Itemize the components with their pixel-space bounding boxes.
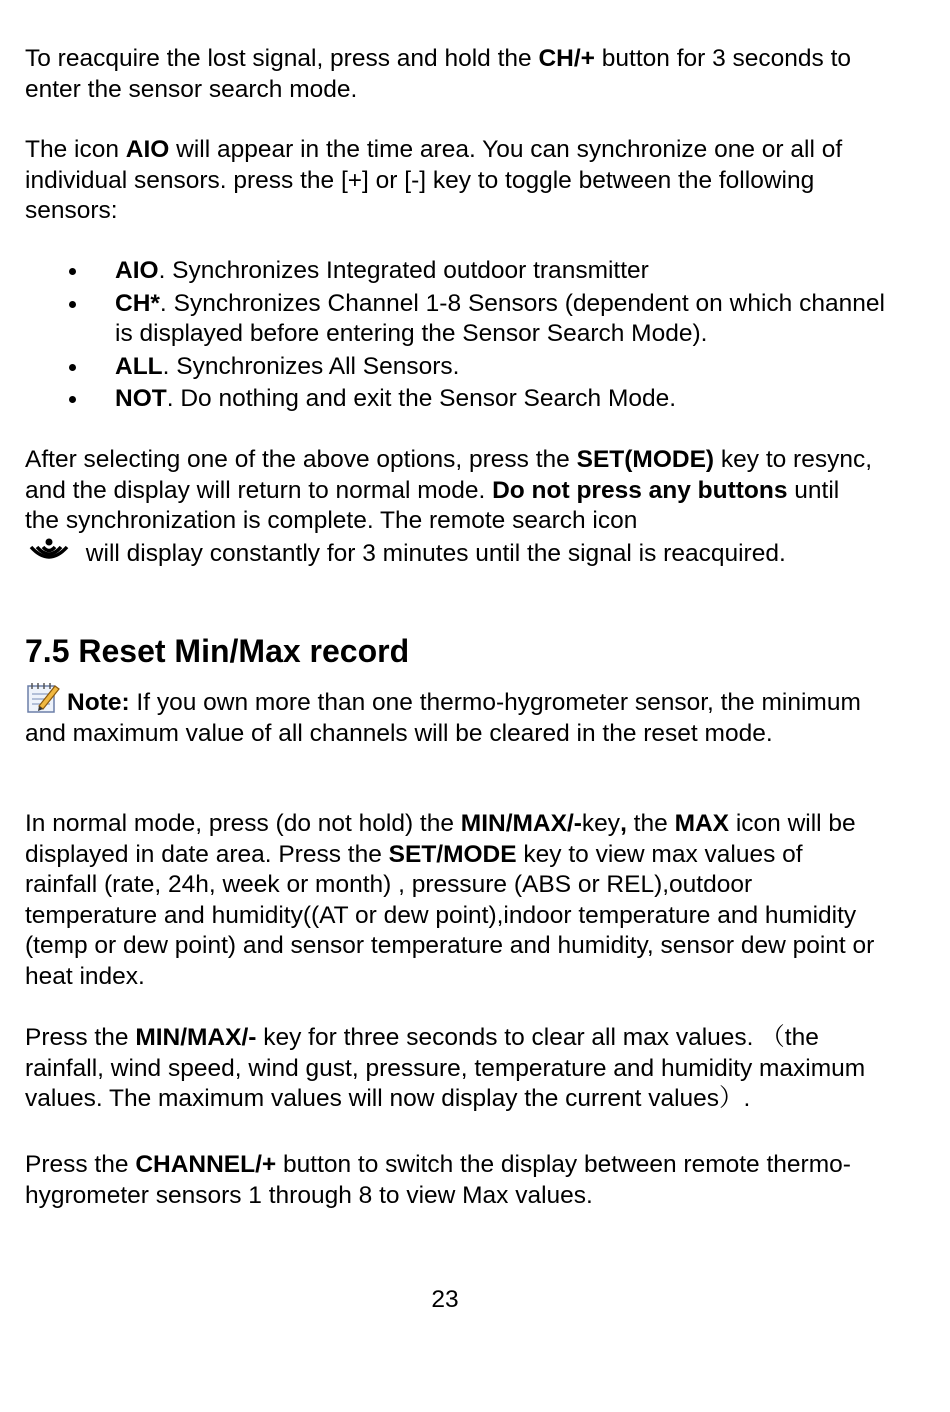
note-paragraph: Note: If you own more than one thermo-hygrometer sensor, the minimum and maximum value of all channels will be cleared in the reset mode. xyxy=(25,680,875,749)
aio-label: AIO xyxy=(125,136,170,163)
note-pad-icon xyxy=(25,680,61,714)
key-ch-plus: CH/+ xyxy=(538,45,595,72)
bullet-icon xyxy=(69,396,76,403)
page-number: 23 xyxy=(431,1286,459,1313)
list-item: CH*. Synchronizes Channel 1-8 Sensors (dependent on which channel is displayed before entering the Sensor Search Mode). xyxy=(25,289,885,350)
bullet-icon xyxy=(69,364,76,371)
sensor-options-list xyxy=(25,256,885,417)
list-item: ALL. Synchronizes All Sensors. xyxy=(25,352,885,383)
bullet-icon xyxy=(69,268,76,275)
paragraph-channel: Press the CHANNEL/+ button to switch the display between remote thermo-hygrometer sensors 1 through 8 to view Max values. xyxy=(25,1151,851,1209)
text: will appear in the time area. You can synchronize one or all of individual sensors. press the [+] or [-] key to toggle between the following sensors: xyxy=(25,136,843,224)
text: To reacquire the lost signal, press and hold the xyxy=(25,45,539,72)
list-item: NOT. Do nothing and exit the Sensor Search Mode. xyxy=(25,384,885,415)
list-item: AIO. Synchronizes Integrated outdoor transmitter xyxy=(25,256,885,287)
paragraph-resync: After selecting one of the above options, press the SET(MODE) key to resync, and the display will return to normal mode. Do not press any buttons until the synchronization is complete. The remote search icon will display constantly for 3 minutes until the signal is reacquired. xyxy=(25,446,873,567)
bullet-icon xyxy=(69,301,76,308)
paragraph-normal-mode: In normal mode, press (do not hold) the MIN/MAX/-key, the MAX icon will be displayed in date area. Press the SET/MODE key to view max values of rainfall (rate, 24h, week or month) , pressure (ABS or REL),outdoor temperature and humidity((AT or dew point),indoor temperature and humidity (temp or dew point) and sensor temperature and humidity, sensor dew point or heat index. xyxy=(25,810,875,990)
paragraph-clear-max: Press the MIN/MAX/- key for three seconds to clear all max values. （the rainfall, wind speed, wind gust, pressure, temperature and humidity maximum values. The maximum values will now display the current values）. xyxy=(25,1024,866,1112)
section-heading: 7.5 Reset Min/Max record xyxy=(25,633,410,669)
paragraph-reacquire-signal xyxy=(25,44,875,105)
remote-search-icon xyxy=(25,537,73,565)
text: button for 3 seconds to enter the sensor search mode. xyxy=(25,45,852,103)
text: The icon xyxy=(25,136,126,163)
paragraph-aio-icon xyxy=(25,135,875,227)
